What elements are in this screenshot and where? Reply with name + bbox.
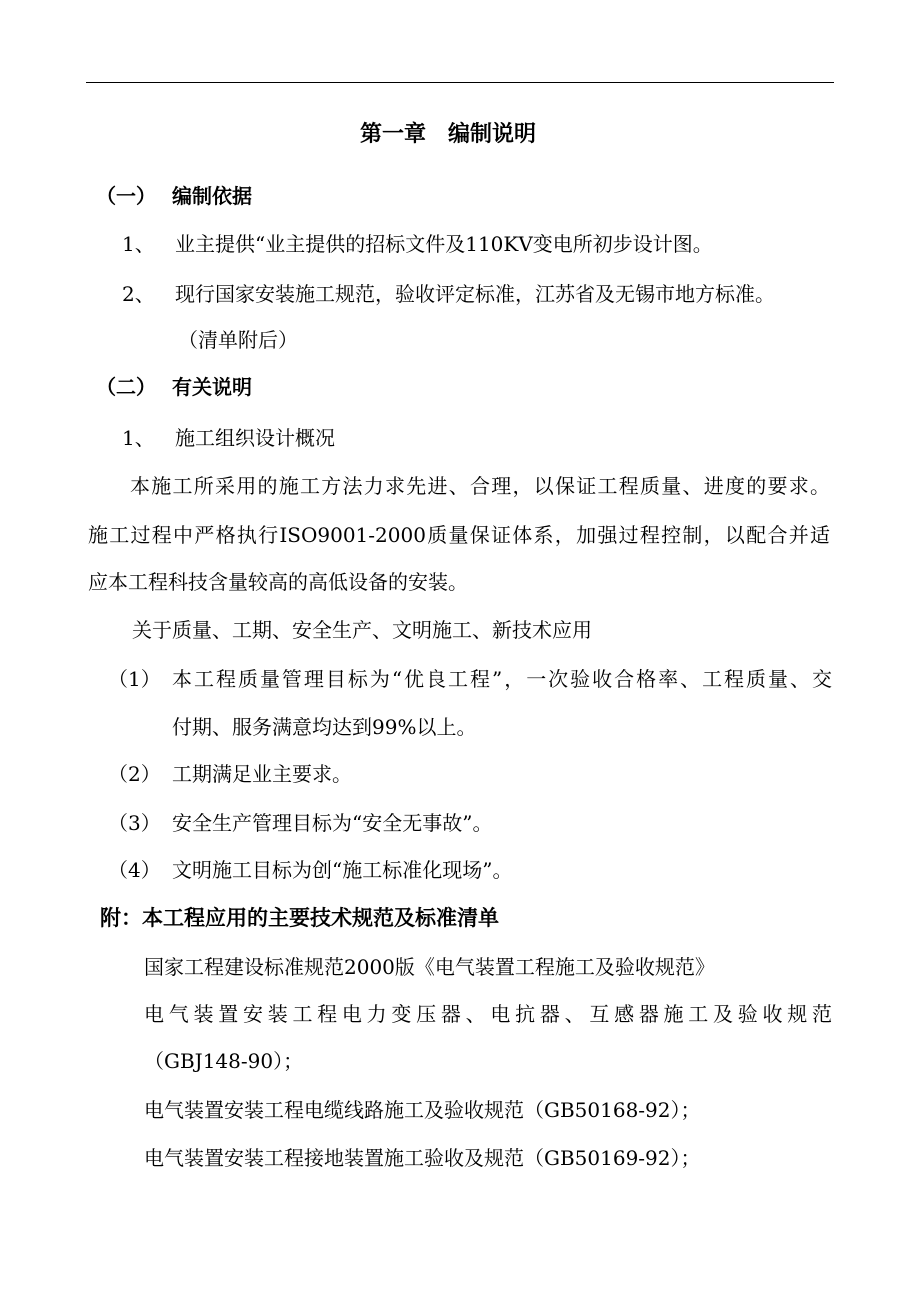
paragraph-line: 应本工程科技含量较高的高低设备的安装。 bbox=[88, 570, 468, 594]
goal-number: （1） bbox=[108, 667, 161, 691]
section2-marker: （二） bbox=[96, 375, 156, 399]
goal-number: （3） bbox=[108, 811, 161, 835]
goal-number: （2） bbox=[108, 762, 161, 786]
goals-intro: 关于质量、工期、安全生产、文明施工、新技术应用 bbox=[132, 618, 592, 642]
goal-continuation: 付期、服务满意均达到99%以上。 bbox=[172, 715, 477, 739]
paragraph-line: 施工过程中严格执行ISO9001-2000质量保证体系，加强过程控制，以配合并适 bbox=[88, 523, 830, 547]
item-number: 1、 bbox=[122, 232, 155, 256]
item-continuation: （清单附后） bbox=[178, 328, 298, 352]
standard-item: 国家工程建设标准规范2000版《电气装置工程施工及验收规范》 bbox=[144, 955, 715, 979]
standard-item: （GBJ148-90）； bbox=[144, 1049, 304, 1073]
goal-text: 安全生产管理目标为“安全无事故”。 bbox=[172, 811, 493, 835]
paragraph-line: 本施工所采用的施工方法力求先进、合理，以保证工程质量、进度的要求。 bbox=[130, 474, 830, 498]
goal-text: 本工程质量管理目标为“优良工程”，一次验收合格率、工程质量、交 bbox=[172, 667, 832, 691]
standard-item: 电气装置安装工程电缆线路施工及验收规范（GB50168-92）； bbox=[144, 1098, 701, 1122]
appendix-heading: 附：本工程应用的主要技术规范及标准清单 bbox=[100, 905, 499, 930]
standard-item: 电气装置安装工程接地装置施工验收及规范（GB50169-92）； bbox=[144, 1146, 701, 1170]
goal-number: （4） bbox=[108, 858, 161, 882]
section1-marker: （一） bbox=[96, 184, 156, 208]
sub-number: 1、 bbox=[122, 426, 155, 450]
chapter-title: 第一章 编制说明 bbox=[360, 121, 537, 147]
item-text: 现行国家安装施工规范，验收评定标准，江苏省及无锡市地方标准。 bbox=[175, 282, 775, 306]
item-text: 业主提供“业主提供的招标文件及110KV变电所初步设计图。 bbox=[175, 232, 713, 256]
item-number: 2、 bbox=[122, 282, 155, 306]
sub-title: 施工组织设计概况 bbox=[175, 426, 335, 450]
section1-heading: 编制依据 bbox=[172, 184, 252, 208]
goal-text: 文明施工目标为创“施工标准化现场”。 bbox=[172, 858, 513, 882]
goal-text: 工期满足业主要求。 bbox=[172, 762, 352, 786]
section2-heading: 有关说明 bbox=[172, 375, 252, 399]
standard-item: 电气装置安装工程电力变压器、电抗器、互感器施工及验收规范 bbox=[144, 1002, 832, 1026]
header-rule bbox=[86, 82, 834, 83]
